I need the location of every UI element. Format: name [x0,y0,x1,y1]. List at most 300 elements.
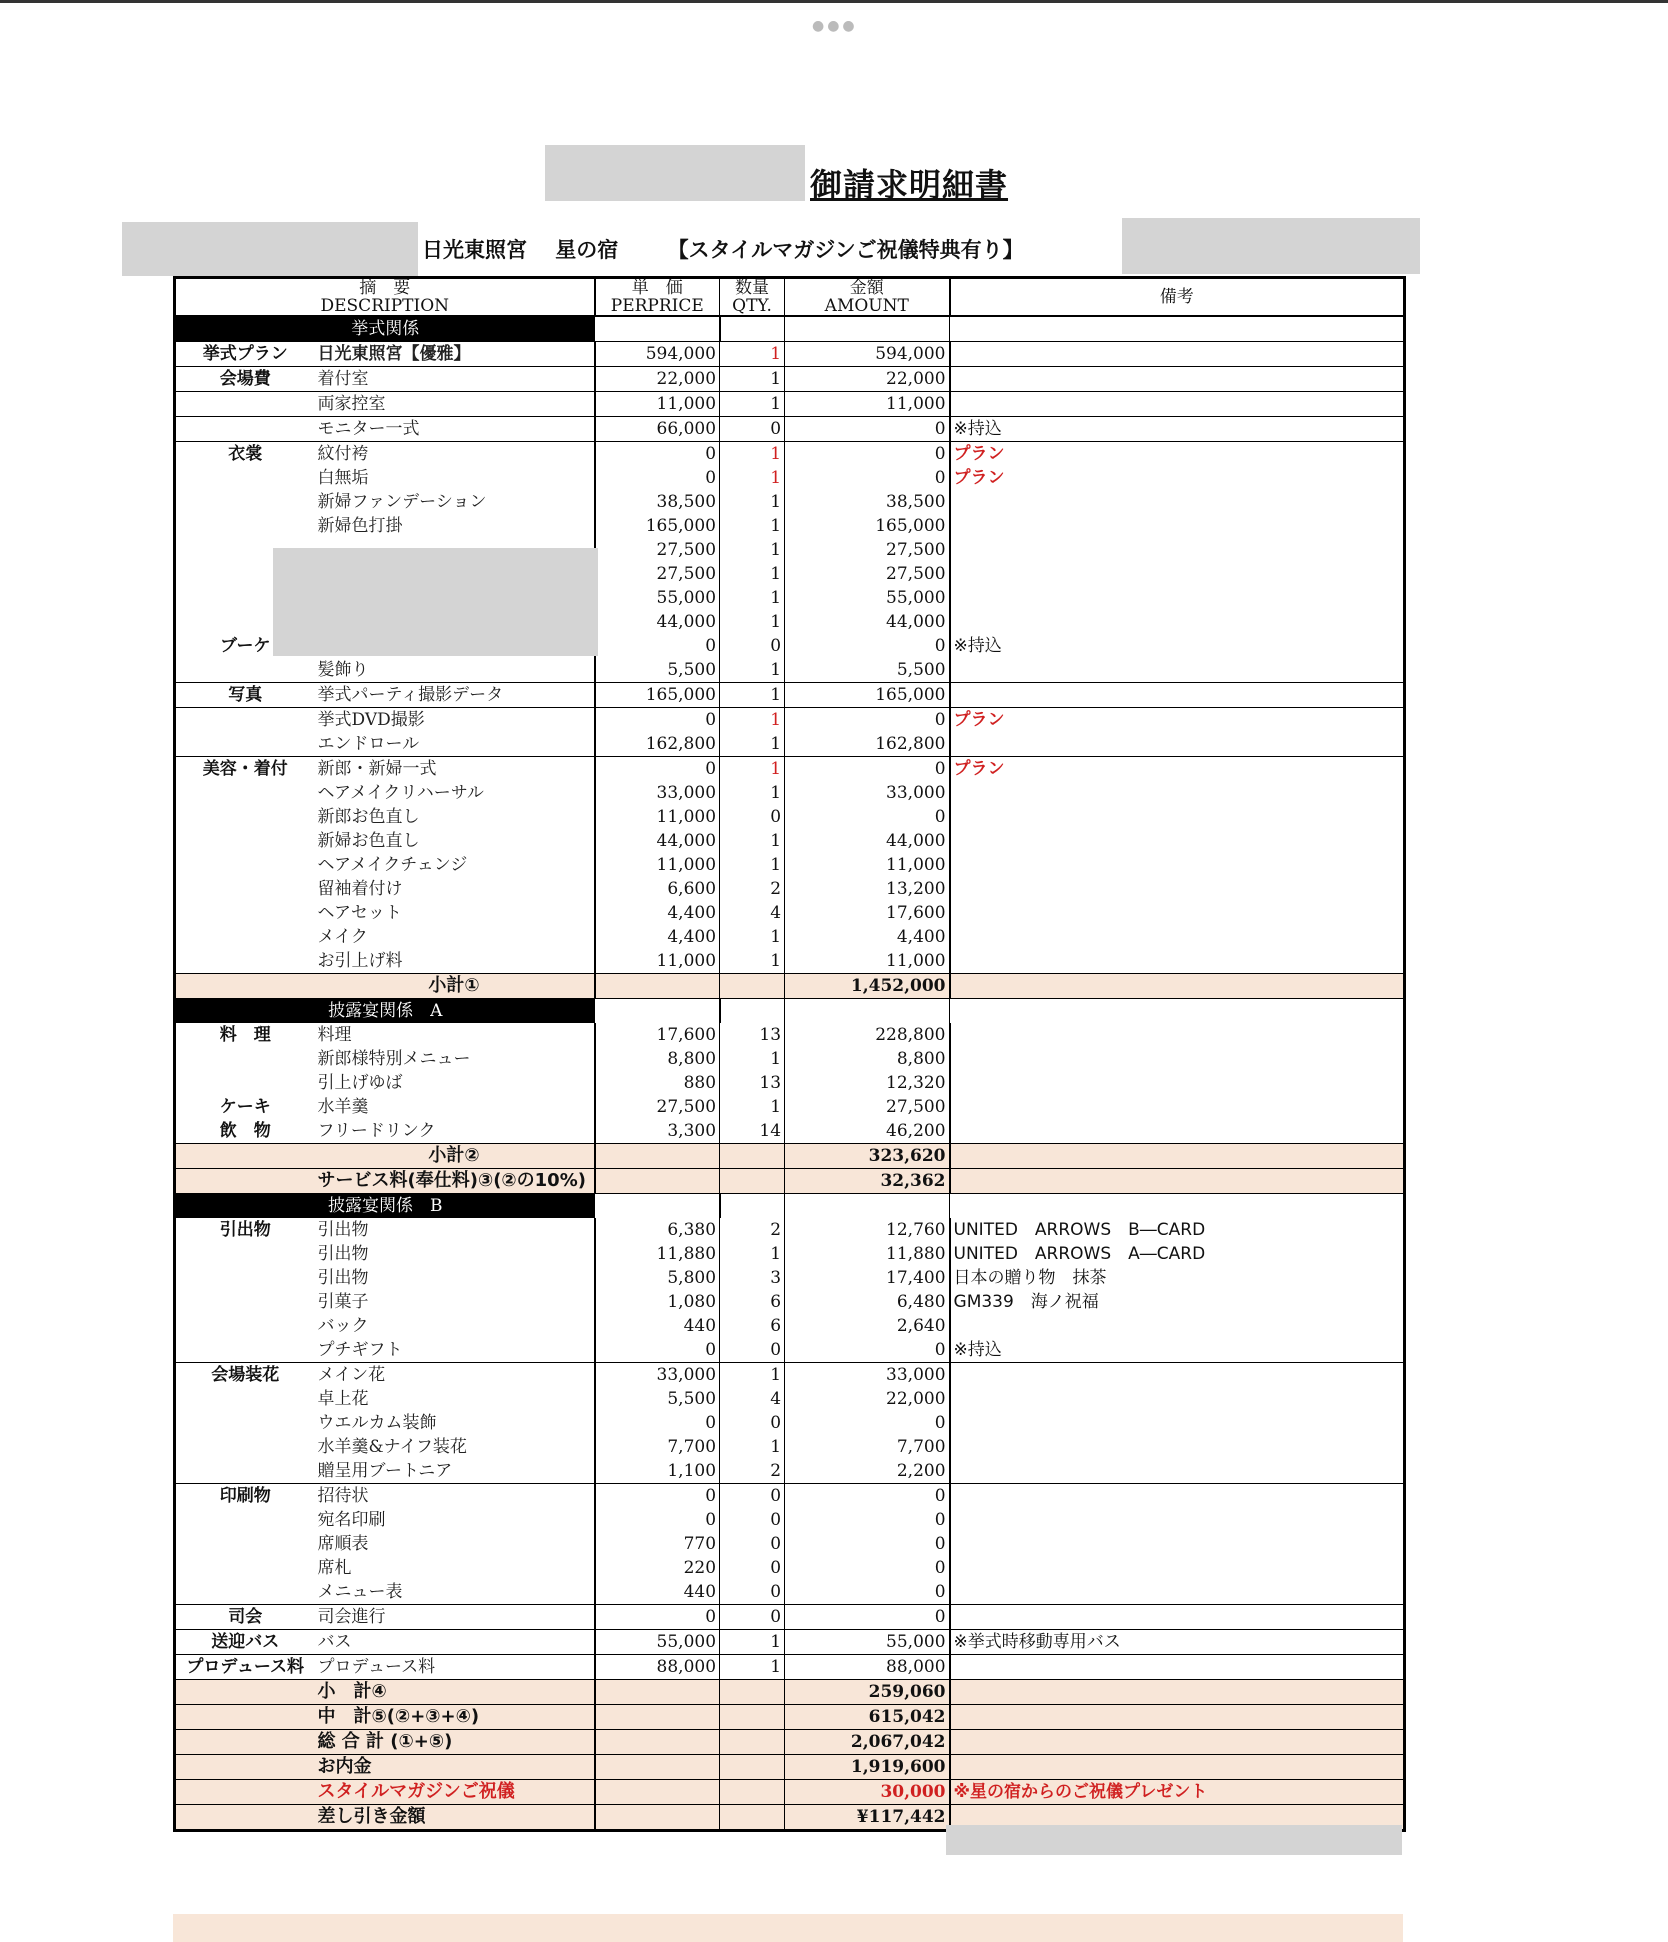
category-label [175,466,315,490]
amount: 4,400 [785,925,950,949]
item-description: 紋付袴 [315,442,595,467]
unit-price: 0 [595,442,720,467]
unit-price: 0 [595,1605,720,1630]
quantity: 0 [720,1605,785,1630]
amount: 5,500 [785,658,950,683]
amount: 11,000 [785,949,950,974]
category-label [175,781,315,805]
item-note [950,1580,1405,1605]
quantity: 1 [720,658,785,683]
summary-amount: 259,060 [785,1680,950,1705]
item-description: バック [315,1314,595,1338]
summary-amount: 615,042 [785,1705,950,1730]
category-label: 会場装花 [175,1363,315,1388]
amount: 44,000 [785,610,950,634]
quantity: 4 [720,1387,785,1411]
amount: 0 [785,1338,950,1363]
empty-cell [720,1780,785,1805]
amount: 55,000 [785,1630,950,1655]
unit-price: 38,500 [595,490,720,514]
amount: 46,200 [785,1119,950,1144]
redacted-items [273,548,598,656]
unit-price: 162,800 [595,732,720,757]
item-description: 卓上花 [315,1387,595,1411]
table-row [175,877,1405,901]
amount: 33,000 [785,781,950,805]
summary-amount: 1,919,600 [785,1755,950,1780]
empty-cell [720,1169,785,1194]
amount: 55,000 [785,586,950,610]
category-label [175,658,315,683]
quantity: 1 [720,490,785,514]
item-description: 引菓子 [315,1290,595,1314]
item-description: モニター一式 [315,417,595,442]
summary-amount: 2,067,042 [785,1730,950,1755]
summary-note: ※星の宿からのご祝儀プレゼント [950,1780,1405,1805]
item-note [950,1363,1405,1388]
quantity: 3 [720,1266,785,1290]
category-label: 会場費 [175,367,315,392]
item-note: ※挙式時移動専用バス [950,1630,1405,1655]
quantity: 1 [720,610,785,634]
category-label: プロデュース料 [175,1655,315,1680]
empty-cell [595,1780,720,1805]
amount: 0 [785,634,950,658]
quantity: 13 [720,1023,785,1047]
total-row [175,1705,1405,1730]
quantity: 1 [720,514,785,538]
quantity: 6 [720,1314,785,1338]
table-row [175,1580,1405,1605]
category-label: 挙式プラン [175,342,315,367]
item-description: 挙式DVD撮影 [315,708,595,733]
summary-amount: ¥117,442 [785,1805,950,1831]
unit-price: 11,000 [595,805,720,829]
empty-cell [595,1144,720,1169]
item-description: お引上げ料 [315,949,595,974]
quantity: 0 [720,1580,785,1605]
item-description: ヘアメイクリハーサル [315,781,595,805]
category-label [175,1290,315,1314]
unit-price: 17,600 [595,1023,720,1047]
section-title: 挙式関係 [175,316,595,342]
amount: 228,800 [785,1023,950,1047]
quantity: 1 [720,732,785,757]
item-note [950,658,1405,683]
unit-price: 5,800 [595,1266,720,1290]
amount: 0 [785,1532,950,1556]
unit-price: 6,380 [595,1218,720,1242]
summary-note [950,1730,1405,1755]
item-note [950,1435,1405,1459]
amount: 7,700 [785,1435,950,1459]
category-label [175,925,315,949]
summary-note [950,974,1405,999]
category-label [175,1266,315,1290]
item-description: 贈呈用ブートニア [315,1459,595,1484]
quantity: 1 [720,925,785,949]
footer-band [173,1914,1403,1942]
quantity: 2 [720,877,785,901]
service-charge-row [175,1169,1405,1194]
category-label [175,1459,315,1484]
amount: 11,000 [785,853,950,877]
table-row [175,1242,1405,1266]
item-note [950,1605,1405,1630]
quantity: 1 [720,1047,785,1071]
amount: 594,000 [785,342,950,367]
header-amount: 金額 AMOUNT [785,278,950,317]
table-row [175,1314,1405,1338]
table-row [175,708,1405,733]
item-note [950,853,1405,877]
item-description: フリードリンク [315,1119,595,1144]
empty-cell [175,1169,315,1194]
table-row [175,658,1405,683]
item-description: 留袖着付け [315,877,595,901]
summary-label: スタイルマガジンご祝儀 [315,1780,595,1805]
table-row [175,1459,1405,1484]
unit-price: 770 [595,1532,720,1556]
item-note [950,1655,1405,1680]
table-row [175,1387,1405,1411]
empty-cell [175,1780,315,1805]
item-note [950,732,1405,757]
unit-price: 88,000 [595,1655,720,1680]
summary-amount: 30,000 [785,1780,950,1805]
item-description: メイク [315,925,595,949]
table-row [175,1023,1405,1047]
amount: 12,760 [785,1218,950,1242]
item-note [950,514,1405,538]
item-note [950,1459,1405,1484]
category-label [175,514,315,538]
quantity: 1 [720,342,785,367]
empty-cell [175,1755,315,1780]
unit-price: 11,000 [595,853,720,877]
item-description: プロデュース料 [315,1655,595,1680]
unit-price: 1,080 [595,1290,720,1314]
empty-cell [720,999,785,1024]
unit-price: 0 [595,1411,720,1435]
empty-cell [595,1194,720,1219]
item-note: プラン [950,757,1405,782]
category-label [175,1338,315,1363]
empty-cell [785,999,950,1024]
header-description: 摘 要 DESCRIPTION [175,278,595,317]
table-row [175,781,1405,805]
section-party-b [175,1194,1405,1219]
category-label: 衣裳 [175,442,315,467]
amount: 38,500 [785,490,950,514]
quantity: 1 [720,781,785,805]
redacted-deposit-note [946,1825,1402,1855]
empty-cell [175,1730,315,1755]
summary-label: 中 計⑤(②+③+④) [315,1705,595,1730]
redacted-right [1122,218,1420,274]
empty-cell [595,1730,720,1755]
unit-price: 22,000 [595,367,720,392]
amount: 0 [785,1411,950,1435]
unit-price: 11,000 [595,949,720,974]
amount: 165,000 [785,514,950,538]
total-row [175,1780,1405,1805]
item-note: UNITED ARROWS B―CARD [953,1220,1206,1240]
quantity: 1 [720,538,785,562]
category-label [175,708,315,733]
category-label: 印刷物 [175,1484,315,1509]
table-row [175,732,1405,757]
unit-price: 5,500 [595,658,720,683]
amount: 6,480 [785,1290,950,1314]
amount: 33,000 [785,1363,950,1388]
unit-price: 33,000 [595,1363,720,1388]
unit-price: 55,000 [595,1630,720,1655]
subtotal-2-row [175,1144,1405,1169]
amount: 0 [785,1484,950,1509]
amount: 17,400 [785,1266,950,1290]
amount: 2,200 [785,1459,950,1484]
summary-label: 差し引き金額 [315,1805,595,1831]
quantity: 2 [720,1459,785,1484]
item-note: UNITED ARROWS A―CARD [953,1244,1206,1264]
amount: 12,320 [785,1071,950,1095]
quantity: 2 [720,1218,785,1242]
unit-price: 27,500 [595,562,720,586]
item-note: プラン [950,708,1405,733]
quantity: 1 [720,1242,785,1266]
item-description: 新婦お色直し [315,829,595,853]
item-description: 招待状 [315,1484,595,1509]
unit-price: 165,000 [595,683,720,708]
table-row [175,1363,1405,1388]
subtotal-1-row [175,974,1405,999]
amount: 0 [785,757,950,782]
item-note [950,1556,1405,1580]
empty-cell [950,1194,1405,1219]
table-row [175,949,1405,974]
unit-price: 0 [595,466,720,490]
table-row [175,1435,1405,1459]
category-label [175,490,315,514]
quantity: 0 [720,1532,785,1556]
amount: 88,000 [785,1655,950,1680]
quantity: 0 [720,1338,785,1363]
unit-price: 0 [595,757,720,782]
section-ceremony [175,316,1405,342]
item-description: ヘアセット [315,901,595,925]
total-row [175,1755,1405,1780]
quantity: 1 [720,949,785,974]
empty-cell [595,1680,720,1705]
unit-price: 8,800 [595,1047,720,1071]
empty-cell [175,1805,315,1831]
redacted-name [545,145,805,201]
category-label [175,1242,315,1266]
quantity: 1 [720,1363,785,1388]
category-label [175,829,315,853]
item-note [950,392,1405,417]
empty-cell [785,1194,950,1219]
item-note [950,1387,1405,1411]
item-note [950,490,1405,514]
category-label [175,1508,315,1532]
table-row [175,1605,1405,1630]
item-description: 着付室 [315,367,595,392]
empty-cell [720,974,785,999]
table-row [175,1556,1405,1580]
document-title: 御請求明細書 [810,166,1009,204]
unit-price: 11,880 [595,1242,720,1266]
category-label [175,1435,315,1459]
quantity: 1 [720,1630,785,1655]
item-description: 両家控室 [315,392,595,417]
invoice-table [173,276,1406,1832]
item-note [950,1484,1405,1509]
empty-cell [175,974,315,999]
more-icon[interactable]: ●●● [812,18,858,34]
item-note [950,562,1405,586]
category-label: 送迎バス [175,1630,315,1655]
empty-cell [175,1705,315,1730]
category-label [175,805,315,829]
item-description: 席札 [315,1556,595,1580]
table-row [175,1119,1405,1144]
table-row [175,853,1405,877]
table-row [175,1266,1405,1290]
summary-note [950,1169,1405,1194]
table-row [175,757,1405,782]
amount: 22,000 [785,367,950,392]
item-description: 水羊羹 [315,1095,595,1119]
table-row [175,367,1405,392]
table-row [175,466,1405,490]
category-label [175,1387,315,1411]
item-note [950,1314,1405,1338]
amount: 165,000 [785,683,950,708]
table-row [175,1484,1405,1509]
amount: 22,000 [785,1387,950,1411]
item-description: 髪飾り [315,658,595,683]
table-row [175,1338,1405,1363]
summary-label: 総 合 計 (①+⑤) [315,1730,595,1755]
unit-price: 440 [595,1314,720,1338]
empty-cell [950,316,1405,342]
unit-price: 44,000 [595,829,720,853]
item-description: 司会進行 [315,1605,595,1630]
table-row [175,901,1405,925]
quantity: 1 [720,442,785,467]
table-row [175,1655,1405,1680]
section-title: 披露宴関係 A [175,999,595,1024]
item-note [950,925,1405,949]
category-label [175,732,315,757]
amount: 27,500 [785,538,950,562]
amount: 0 [785,1580,950,1605]
unit-price: 1,100 [595,1459,720,1484]
table-row [175,1071,1405,1095]
item-note [950,949,1405,974]
item-note [950,829,1405,853]
unit-price: 0 [595,634,720,658]
category-label: 司会 [175,1605,315,1630]
category-label [175,1532,315,1556]
summary-label: 小 計④ [315,1680,595,1705]
unit-price: 594,000 [595,342,720,367]
amount: 0 [785,708,950,733]
quantity: 4 [720,901,785,925]
empty-cell [595,1705,720,1730]
venue-line: 日光東照宮 星の宿 【スタイルマガジンご祝儀特典有り】 [422,238,1024,262]
item-description: 料理 [315,1023,595,1047]
quantity: 1 [720,683,785,708]
amount: 44,000 [785,829,950,853]
table-row [175,1532,1405,1556]
category-label [175,853,315,877]
item-note: プラン [953,468,1005,488]
amount: 162,800 [785,732,950,757]
category-label [175,1411,315,1435]
summary-note [950,1144,1405,1169]
quantity: 0 [720,1556,785,1580]
table-row [175,1630,1405,1655]
empty-cell [175,1144,315,1169]
summary-amount: 1,452,000 [785,974,950,999]
quantity: 0 [720,805,785,829]
category-label: ケーキ [219,1097,271,1117]
amount: 8,800 [785,1047,950,1071]
item-description: バス [315,1630,595,1655]
item-note [950,586,1405,610]
unit-price: 0 [595,1338,720,1363]
category-label [175,1071,315,1095]
quantity: 6 [720,1290,785,1314]
item-description: 新郎様特別メニュー [315,1047,595,1071]
empty-cell [595,316,720,342]
item-description: 引出物 [315,1242,595,1266]
item-note [950,1532,1405,1556]
item-description: 新郎・新婦一式 [315,757,595,782]
category-label [175,392,315,417]
unit-price: 220 [595,1556,720,1580]
table-row [175,1047,1405,1071]
table-row [175,1290,1405,1314]
unit-price: 6,600 [595,877,720,901]
category-label [175,877,315,901]
table-row [175,1508,1405,1532]
amount: 0 [785,1605,950,1630]
table-row [175,683,1405,708]
unit-price: 165,000 [595,514,720,538]
summary-label: 小計① [315,974,595,999]
quantity: 1 [720,392,785,417]
quantity: 14 [720,1119,785,1144]
quantity: 0 [720,634,785,658]
total-row [175,1680,1405,1705]
item-note [950,683,1405,708]
amount: 13,200 [785,877,950,901]
unit-price: 11,000 [595,392,720,417]
summary-note [950,1755,1405,1780]
item-note [950,1023,1405,1047]
amount: 27,500 [785,562,950,586]
table-row [175,1095,1405,1119]
category-label [175,1580,315,1605]
table-row [175,342,1405,367]
unit-price: 3,300 [595,1119,720,1144]
unit-price: 4,400 [595,925,720,949]
item-description: 日光東照宮【優雅】 [315,342,595,367]
